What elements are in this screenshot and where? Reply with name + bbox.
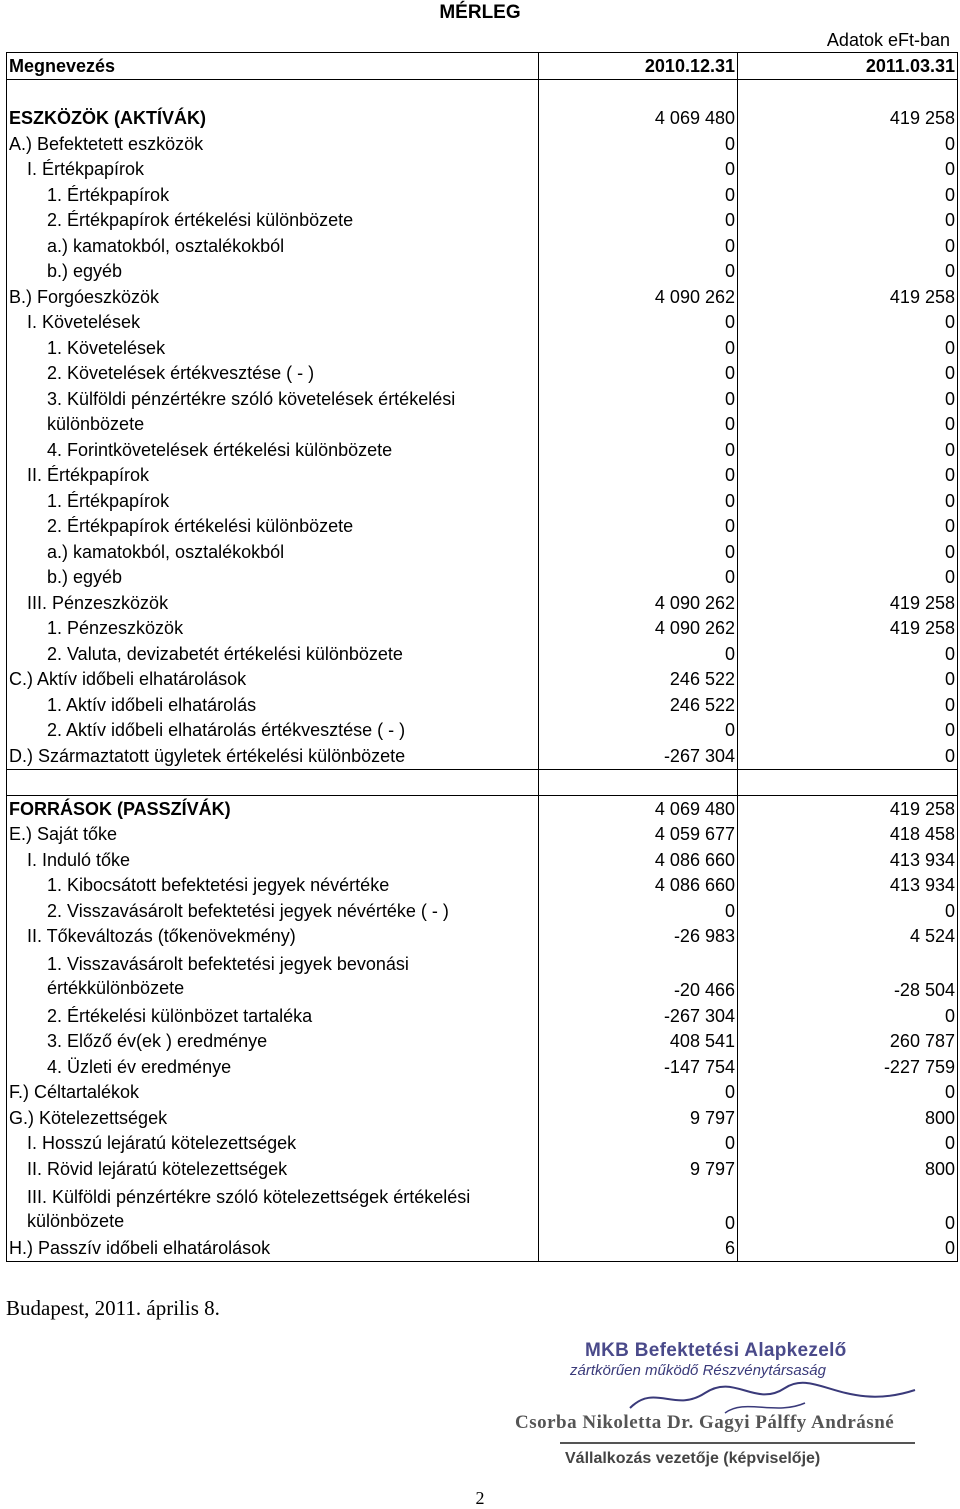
- table-row: [7, 873, 958, 899]
- value-2010: 0: [539, 386, 738, 412]
- value-2011: 0: [738, 667, 958, 693]
- value-2011: 418 458: [738, 822, 958, 848]
- stamp-role: Vállalkozás vezetője (képviselője): [565, 1450, 821, 1467]
- table-row: [7, 924, 958, 950]
- value-2010: 4 086 660: [539, 847, 738, 873]
- value-2011: 0: [738, 208, 958, 234]
- value-2011: 0: [738, 898, 958, 924]
- value-2010: 246 522: [539, 667, 738, 693]
- row-label: FORRÁSOK (PASSZÍVÁK): [7, 796, 539, 822]
- value-2010: 0: [539, 1131, 738, 1157]
- table-header-row: [7, 53, 958, 80]
- value-2011: 0: [738, 361, 958, 387]
- header-col-2011: 2011.03.31: [738, 53, 958, 80]
- value-2010: 0: [539, 335, 738, 361]
- page-number: 2: [475, 1488, 485, 1508]
- row-label: 2. Értékelési különbözet tartaléka: [7, 1003, 539, 1029]
- table-row: [7, 949, 958, 1003]
- value-2010: 4 090 262: [539, 590, 738, 616]
- stamp-names: Csorba Nikoletta Dr. Gagyi Pálffy Andrásné: [515, 1412, 895, 1433]
- value-2011: -28 504: [738, 949, 958, 1003]
- table-row: [7, 692, 958, 718]
- company-stamp: [505, 1330, 960, 1480]
- table-row: [7, 1080, 958, 1106]
- table-row: [7, 1003, 958, 1029]
- row-label: különbözete: [7, 412, 539, 438]
- row-label: 1. Pénzeszközök: [7, 616, 539, 642]
- table-row: [7, 488, 958, 514]
- table-row: [7, 335, 958, 361]
- row-label: III. Külföldi pénzértékre szóló kötelezettségek értékelési különbözete: [7, 1182, 539, 1236]
- value-2010: -267 304: [539, 1003, 738, 1029]
- value-2010: 9 797: [539, 1156, 738, 1182]
- value-2010: 0: [539, 463, 738, 489]
- table-row: [7, 718, 958, 744]
- value-2011: 419 258: [738, 284, 958, 310]
- value-2011: 0: [738, 1182, 958, 1236]
- row-label: I. Értékpapírok: [7, 157, 539, 183]
- row-label: 1. Értékpapírok: [7, 488, 539, 514]
- row-label: 2. Visszavásárolt befektetési jegyek névértéke ( - ): [7, 898, 539, 924]
- value-2011: 0: [738, 692, 958, 718]
- row-label: 2. Valuta, devizabetét értékelési különbözete: [7, 641, 539, 667]
- row-label: II. Tőkeváltozás (tőkenövekmény): [7, 924, 539, 950]
- row-label: F.) Céltartalékok: [7, 1080, 539, 1106]
- section-gap: [7, 769, 958, 796]
- value-2011: 0: [738, 463, 958, 489]
- table-row: [7, 822, 958, 848]
- value-2010: 0: [539, 718, 738, 744]
- value-2010: 0: [539, 641, 738, 667]
- value-2010: 0: [539, 1182, 738, 1236]
- row-label: b.) egyéb: [7, 565, 539, 591]
- header-label: Megnevezés: [7, 53, 539, 80]
- place-date: Budapest, 2011. április 8.: [6, 1296, 220, 1320]
- value-2011: 0: [738, 1236, 958, 1262]
- value-2011: 0: [738, 157, 958, 183]
- table-row: [7, 667, 958, 693]
- value-2011: 419 258: [738, 616, 958, 642]
- value-2010: 0: [539, 488, 738, 514]
- value-2011: 0: [738, 412, 958, 438]
- value-2011: 0: [738, 1080, 958, 1106]
- row-label: 2. Követelések értékvesztése ( - ): [7, 361, 539, 387]
- table-row: [7, 514, 958, 540]
- value-2011: 0: [738, 565, 958, 591]
- table-row: [7, 1105, 958, 1131]
- value-2010: 0: [539, 208, 738, 234]
- value-2010: 0: [539, 131, 738, 157]
- stamp-company: MKB Befektetési Alapkezelő: [585, 1340, 847, 1361]
- value-2011: 419 258: [738, 796, 958, 822]
- table-row: [7, 233, 958, 259]
- unit-label: Adatok eFt-ban: [826, 30, 950, 50]
- table-row: [7, 590, 958, 616]
- value-2010: 4 086 660: [539, 873, 738, 899]
- table-row: [7, 131, 958, 157]
- value-2010: 0: [539, 233, 738, 259]
- table-row: [7, 361, 958, 387]
- row-label: 1. Kibocsátott befektetési jegyek névértéke: [7, 873, 539, 899]
- value-2010: 0: [539, 157, 738, 183]
- stamp-divider: [560, 1442, 915, 1444]
- table-row: [7, 1156, 958, 1182]
- value-2010: 0: [539, 259, 738, 285]
- row-label: G.) Kötelezettségek: [7, 1105, 539, 1131]
- value-2010: 4 069 480: [539, 796, 738, 822]
- value-2011: 0: [738, 182, 958, 208]
- row-label: 4. Forintkövetelések értékelési különbözete: [7, 437, 539, 463]
- value-2011: 260 787: [738, 1029, 958, 1055]
- value-2010: 0: [539, 412, 738, 438]
- table-row: [7, 157, 958, 183]
- value-2011: 0: [738, 743, 958, 769]
- value-2010: 0: [539, 514, 738, 540]
- value-2011: 0: [738, 386, 958, 412]
- value-2010: -267 304: [539, 743, 738, 769]
- row-label: E.) Saját tőke: [7, 822, 539, 848]
- value-2011: 0: [738, 310, 958, 336]
- table-row: [7, 259, 958, 285]
- table-row: [7, 1131, 958, 1157]
- value-2010: 0: [539, 898, 738, 924]
- row-label: I. Induló tőke: [7, 847, 539, 873]
- row-label: H.) Passzív időbeli elhatárolások: [7, 1236, 539, 1262]
- value-2011: -227 759: [738, 1054, 958, 1080]
- table-row: [7, 641, 958, 667]
- row-label: 2. Értékpapírok értékelési különbözete: [7, 514, 539, 540]
- value-2011: 413 934: [738, 847, 958, 873]
- value-2011: 0: [738, 641, 958, 667]
- row-label: a.) kamatokból, osztalékokból: [7, 539, 539, 565]
- value-2011: 0: [738, 1131, 958, 1157]
- table-row: [7, 208, 958, 234]
- value-2011: 0: [738, 259, 958, 285]
- value-2010: 246 522: [539, 692, 738, 718]
- row-label: 1. Aktív időbeli elhatárolás: [7, 692, 539, 718]
- value-2010: 0: [539, 1080, 738, 1106]
- table-row: [7, 1236, 958, 1262]
- value-2011: 800: [738, 1105, 958, 1131]
- value-2011: 0: [738, 1003, 958, 1029]
- value-2010: 0: [539, 437, 738, 463]
- value-2010: 4 059 677: [539, 822, 738, 848]
- page-title: MÉRLEG: [439, 2, 521, 23]
- table-row: [7, 565, 958, 591]
- value-2010: 4 090 262: [539, 284, 738, 310]
- value-2011: 4 524: [738, 924, 958, 950]
- row-label: 2. Értékpapírok értékelési különbözete: [7, 208, 539, 234]
- stamp-company-type: zártkörűen működő Részvénytársaság: [570, 1362, 826, 1379]
- value-2010: -20 466: [539, 949, 738, 1003]
- table-row: [7, 437, 958, 463]
- value-2011: 0: [738, 131, 958, 157]
- value-2010: 408 541: [539, 1029, 738, 1055]
- value-2011: 0: [738, 539, 958, 565]
- table-row: [7, 1054, 958, 1080]
- value-2010: 0: [539, 182, 738, 208]
- row-label: II. Értékpapírok: [7, 463, 539, 489]
- table-row: [7, 743, 958, 769]
- row-label: I. Hosszú lejáratú kötelezettségek: [7, 1131, 539, 1157]
- value-2011: 800: [738, 1156, 958, 1182]
- value-2010: 6: [539, 1236, 738, 1262]
- row-label: a.) kamatokból, osztalékokból: [7, 233, 539, 259]
- table-row: [7, 412, 958, 438]
- value-2011: 0: [738, 514, 958, 540]
- value-2010: 0: [539, 565, 738, 591]
- spacer-row: [7, 80, 958, 106]
- value-2010: -26 983: [539, 924, 738, 950]
- value-2011: 0: [738, 488, 958, 514]
- value-2011: 0: [738, 718, 958, 744]
- table-row: [7, 463, 958, 489]
- row-label: 1. Visszavásárolt befektetési jegyek bevonási értékkülönbözete: [7, 949, 539, 1003]
- row-label: B.) Forgóeszközök: [7, 284, 539, 310]
- row-label: A.) Befektetett eszközök: [7, 131, 539, 157]
- table-row: [7, 1029, 958, 1055]
- row-label: I. Követelések: [7, 310, 539, 336]
- value-2010: -147 754: [539, 1054, 738, 1080]
- table-row: [7, 796, 958, 822]
- value-2011: 413 934: [738, 873, 958, 899]
- row-label: II. Rövid lejáratú kötelezettségek: [7, 1156, 539, 1182]
- table-row: [7, 284, 958, 310]
- balance-table: [6, 52, 958, 1262]
- value-2010: 4 090 262: [539, 616, 738, 642]
- row-label: D.) Származtatott ügyletek értékelési különbözete: [7, 743, 539, 769]
- table-row: [7, 386, 958, 412]
- value-2010: 0: [539, 361, 738, 387]
- table-row: [7, 182, 958, 208]
- row-label: 2. Aktív időbeli elhatárolás értékvesztése ( - ): [7, 718, 539, 744]
- value-2011: 419 258: [738, 106, 958, 132]
- value-2011: 0: [738, 437, 958, 463]
- value-2010: 0: [539, 310, 738, 336]
- row-label: C.) Aktív időbeli elhatárolások: [7, 667, 539, 693]
- table-row: [7, 898, 958, 924]
- value-2010: 9 797: [539, 1105, 738, 1131]
- table-row: [7, 616, 958, 642]
- table-row: [7, 847, 958, 873]
- value-2010: 0: [539, 539, 738, 565]
- value-2011: 419 258: [738, 590, 958, 616]
- row-label: 4. Üzleti év eredménye: [7, 1054, 539, 1080]
- header-col-2010: 2010.12.31: [539, 53, 738, 80]
- row-label: III. Pénzeszközök: [7, 590, 539, 616]
- table-row: [7, 106, 958, 132]
- row-label: ESZKÖZÖK (AKTÍVÁK): [7, 106, 539, 132]
- row-label: b.) egyéb: [7, 259, 539, 285]
- row-label: 1. Értékpapírok: [7, 182, 539, 208]
- value-2010: 4 069 480: [539, 106, 738, 132]
- row-label: 3. Külföldi pénzértékre szóló követelések értékelési: [7, 386, 539, 412]
- table-row: [7, 310, 958, 336]
- value-2011: 0: [738, 233, 958, 259]
- row-label: 3. Előző év(ek ) eredménye: [7, 1029, 539, 1055]
- table-row: [7, 1182, 958, 1236]
- table-row: [7, 539, 958, 565]
- row-label: 1. Követelések: [7, 335, 539, 361]
- value-2011: 0: [738, 335, 958, 361]
